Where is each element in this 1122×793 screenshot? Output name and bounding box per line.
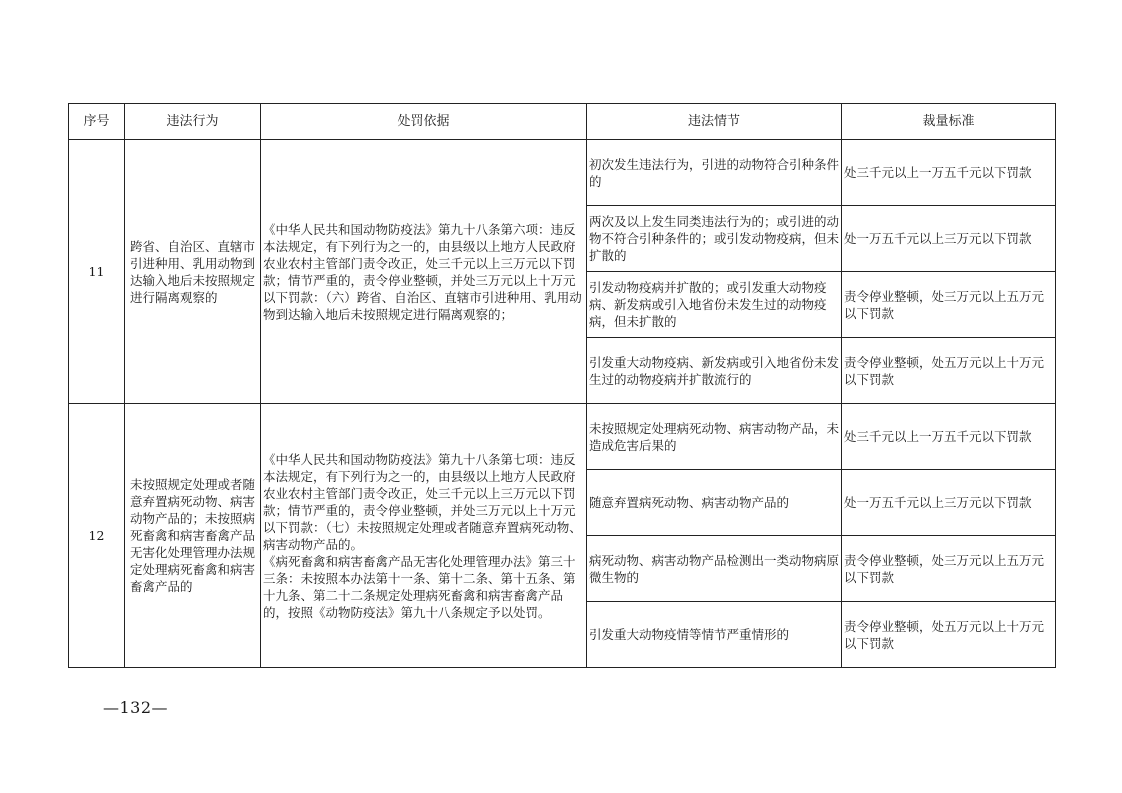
circumstance-cell: 未按照规定处理病死动物、病害动物产品，未造成危害后果的 xyxy=(587,404,842,470)
penalty-standard-table xyxy=(68,103,1056,668)
penalty-basis xyxy=(261,140,587,404)
violation-act: 未按照规定处理或者随意弃置病死动物、病害动物产品的；未按照病死畜禽和病害畜禽产品无害化处理管理办法规定处理病死畜禽和病害畜禽产品的 xyxy=(125,404,261,668)
circumstance-cell: 引发重大动物疫情等情节严重情形的 xyxy=(587,602,842,668)
standard-cell: 责令停业整顿，处三万元以上五万元以下罚款 xyxy=(842,536,1056,602)
table-header-row xyxy=(69,104,1056,140)
header-no: 序号 xyxy=(69,104,125,140)
page-number: —132— xyxy=(103,698,169,717)
circumstance-cell: 病死动物、病害动物产品检测出一类动物病原微生物的 xyxy=(587,536,842,602)
standard-cell: 处三千元以上一万五千元以下罚款 xyxy=(842,404,1056,470)
circumstance-cell: 两次及以上发生同类违法行为的；或引进的动物不符合引种条件的；或引发动物疫病，但未扩散的 xyxy=(587,206,842,272)
standard-cell: 处一万五千元以上三万元以下罚款 xyxy=(842,470,1056,536)
standard-cell: 责令停业整顿，处三万元以上五万元以下罚款 xyxy=(842,272,1056,338)
row-number: 11 xyxy=(69,140,125,404)
penalty-basis xyxy=(261,404,587,668)
circumstance-cell: 随意弃置病死动物、病害动物产品的 xyxy=(587,470,842,536)
circumstance-cell: 引发动物疫病并扩散的；或引发重大动物疫病、新发病或引入地省份未发生过的动物疫病，但未扩散的 xyxy=(587,272,842,338)
standard-cell: 责令停业整顿，处五万元以上十万元以下罚款 xyxy=(842,338,1056,404)
row-number: 12 xyxy=(69,404,125,668)
basis-paragraph: 《中华人民共和国动物防疫法》第九十八条第七项：违反本法规定，有下列行为之一的，由县级以上地方人民政府农业农村主管部门责令改正，处三千元以上三万元以下罚款；情节严重的，责令停业整顿，并处三万元以上十万元以下罚款：（七）未按照规定处理或者随意弃置病死动物、病害动物产品的。 xyxy=(263,451,582,552)
table-row xyxy=(69,140,1056,206)
violation-act: 跨省、自治区、直辖市引进种用、乳用动物到达输入地后未按照规定进行隔离观察的 xyxy=(125,140,261,404)
basis-paragraph: 《病死畜禽和病害畜禽产品无害化处理管理办法》第三十三条：未按照本办法第十一条、第十二条、第十五条、第十九条、第二十二条规定处理病死畜禽和病害畜禽产品的，按照《动物防疫法》第九十八条规定予以处罚。 xyxy=(263,553,576,620)
header-act: 违法行为 xyxy=(125,104,261,140)
circumstance-cell: 引发重大动物疫病、新发病或引入地省份未发生过的动物疫病并扩散流行的 xyxy=(587,338,842,404)
standard-cell: 处三千元以上一万五千元以下罚款 xyxy=(842,140,1056,206)
standard-cell: 处一万五千元以上三万元以下罚款 xyxy=(842,206,1056,272)
basis-paragraph: 《中华人民共和国动物防疫法》第九十八条第六项：违反本法规定，有下列行为之一的，由县级以上地方人民政府农业农村主管部门责令改正，处三千元以上三万元以下罚款；情节严重的，责令停业整顿，并处三万元以上十万元以下罚款：（六）跨省、自治区、直辖市引进种用、乳用动物到达输入地后未按照规定进行隔离观察的； xyxy=(263,221,582,322)
circumstance-cell: 初次发生违法行为，引进的动物符合引种条件的 xyxy=(587,140,842,206)
header-standard: 裁量标准 xyxy=(842,104,1056,140)
standard-cell: 责令停业整顿，处五万元以上十万元以下罚款 xyxy=(842,602,1056,668)
header-circumstance: 违法情节 xyxy=(587,104,842,140)
table-row xyxy=(69,404,1056,470)
header-basis: 处罚依据 xyxy=(261,104,587,140)
